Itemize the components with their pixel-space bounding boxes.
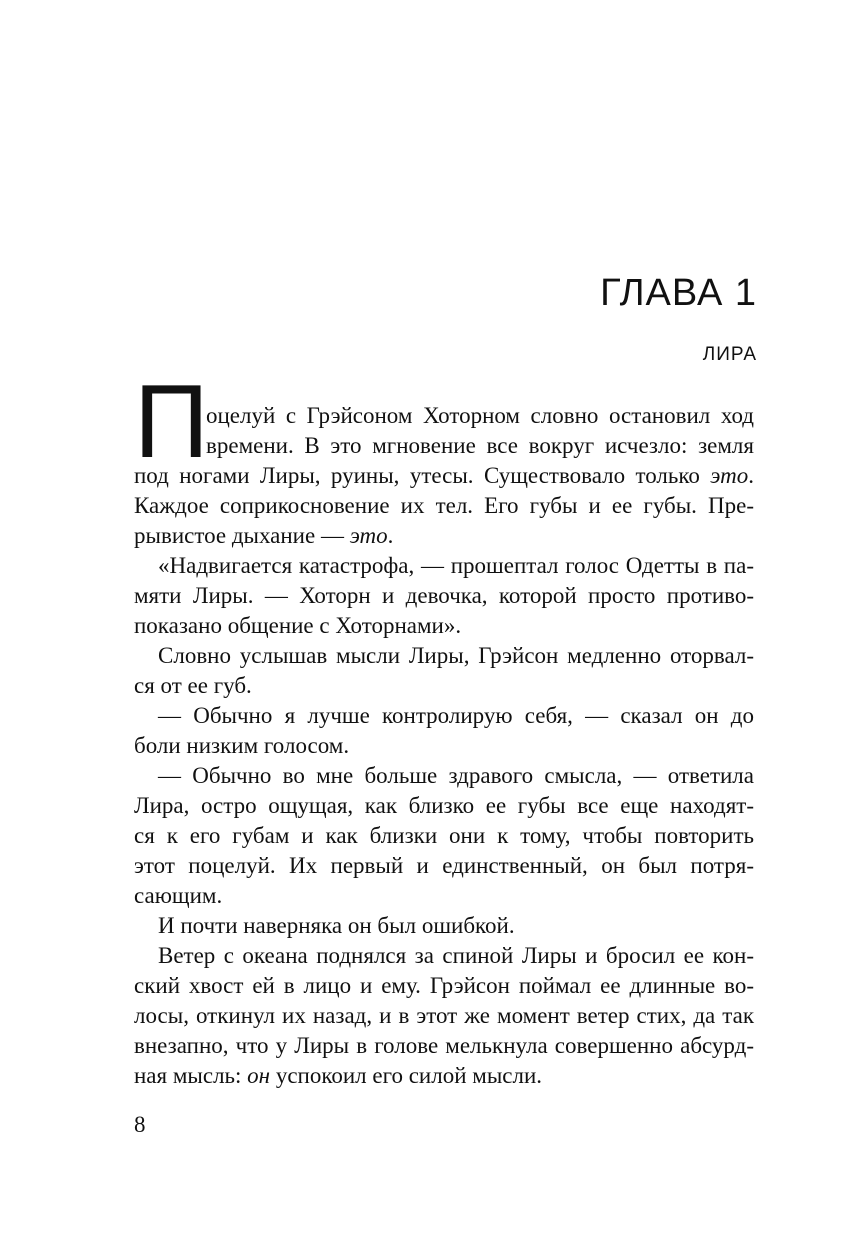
page-number: 8	[134, 1112, 146, 1137]
text-line: Словно услышав мысли Лиры, Грэйсон медленно оторвал-	[158, 643, 754, 668]
text-line: мяти Лиры. — Хоторн и девочка, которой просто противо-	[134, 583, 754, 608]
text-line: ся от ее губ.	[134, 673, 252, 698]
text-line: Ветер с океана поднялся за спиной Лиры и бросил ее кон-	[158, 943, 754, 968]
text-line: ная мысль: он успокоил его силой мысли.	[134, 1063, 543, 1088]
text-line: времени. В это мгновение все вокруг исчезло: земля	[206, 433, 754, 458]
text-line: лосы, откинул их назад, и в этот же момент ветер стих, да так	[134, 1003, 754, 1028]
text-line: рывистое дыхание — это.	[134, 523, 394, 548]
text-line: оцелуй с Грэйсоном Хоторном словно остановил ход	[206, 403, 754, 428]
text-line: ский хвост ей в лицо и ему. Грэйсон поймал ее длинные во-	[134, 973, 754, 998]
chapter-title: ГЛАВА 1	[600, 272, 757, 314]
text-line: внезапно, что у Лиры в голове мелькнула совершенно абсурд-	[134, 1033, 754, 1058]
text-line: показано общение с Хоторнами».	[134, 613, 462, 638]
text-line: сающим.	[134, 883, 223, 908]
text-line: — Обычно я лучше контролирую себя, — сказал он до	[158, 703, 754, 728]
chapter-pov-name: ЛИРА	[702, 344, 757, 365]
text-line: ся к его губам и как близки они к тому, чтобы повторить	[134, 823, 754, 848]
text-line: Лира, остро ощущая, как близко ее губы все еще находят-	[134, 793, 754, 818]
text-line: Каждое соприкосновение их тел. Его губы и ее губы. Пре-	[134, 493, 754, 518]
text-line: боли низким голосом.	[134, 733, 350, 758]
text-line: И почти наверняка он был ошибкой.	[158, 913, 515, 938]
text-line: под ногами Лиры, руины, утесы. Существовало только это.	[134, 463, 754, 488]
text-line: «Надвигается катастрофа, — прошептал голос Одетты в па-	[158, 553, 754, 578]
text-line: этот поцелуй. Их первый и единственный, он был потря-	[134, 853, 754, 878]
text-line: — Обычно во мне больше здравого смысла, — ответила	[158, 763, 754, 788]
drop-cap: П	[134, 364, 209, 480]
